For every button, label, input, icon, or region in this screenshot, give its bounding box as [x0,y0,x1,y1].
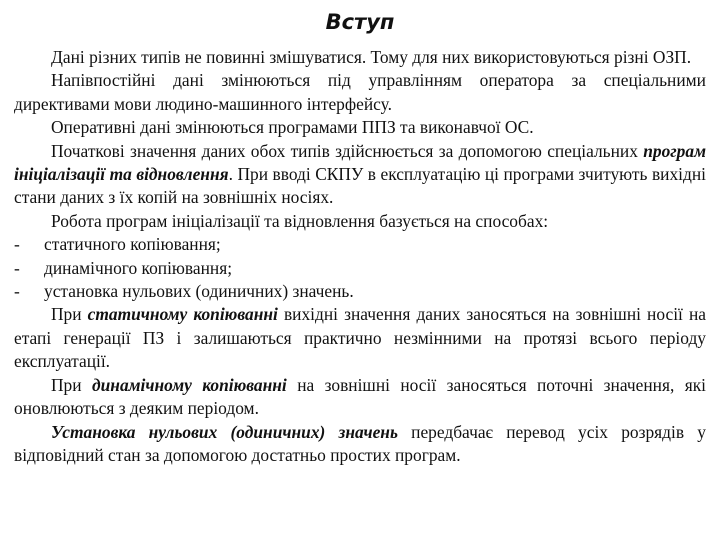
paragraph-static-copying [14,303,706,373]
paragraph-text: передбачає перевод усіх розрядів у відповідний стан за допомогою достатньо простих програм. [14,421,706,465]
paragraph-initial-values [14,140,706,210]
paragraph-text: вихідні значення даних заносяться на зовнішні носії на етапі генерації ПЗ і залишаються практично незмінними на протязі всього періоду експлуатації. [14,304,706,372]
list-marker: - [14,257,20,278]
emphasized-term: динамічному копіюванні [91,374,287,395]
list-item [14,257,706,280]
emphasized-term: програм ініціалізації та відновлення [14,140,706,185]
paragraph-text: . При вводі СКПУ в експлуатацію ці програми зчитують вихідні стани даних з їх копій на зовнішніх носіях. [14,164,706,208]
page-title: Вступ [325,10,395,34]
text-body [14,46,706,467]
paragraph-data-types: Дані різних типів не повинні змішуватися. Тому для них використовуються різні ОЗП. [51,47,692,67]
list-item-text: динамічного копіювання; [44,257,233,278]
list-item [14,280,706,303]
paragraph-text: на зовнішні носії заносяться поточні значення, які оновлюються з деяким періодом. [14,374,706,419]
paragraph-dynamic-copying [14,374,706,421]
list-marker: - [14,281,20,302]
paragraph-text: При [51,374,92,395]
list-item [14,233,706,256]
paragraph-zero-values [14,421,706,468]
emphasized-term: статичному копіюванні [87,304,278,325]
paragraph-methods-intro: Робота програм ініціалізації та відновлення базується на способах: [51,210,549,231]
paragraph-text: При [51,304,88,325]
list-item-text: установка нульових (одиничних) значень. [44,281,354,302]
paragraph-semi-permanent-data: Напівпостійні дані змінюються під управлінням оператора за спеціальними директивами мови людино-машинного інтерфейсу. [14,70,706,114]
list-item-text: статичного копіювання; [44,234,221,255]
paragraph-text: Початкові значення даних обох типів здійснюється за допомогою спеціальних [51,140,644,161]
list-marker: - [14,234,20,255]
paragraph-operative-data: Оперативні дані змінюються програмами ППЗ та виконавчої ОС. [51,117,534,138]
emphasized-term: Установка нульових (одиничних) значень [51,421,398,442]
